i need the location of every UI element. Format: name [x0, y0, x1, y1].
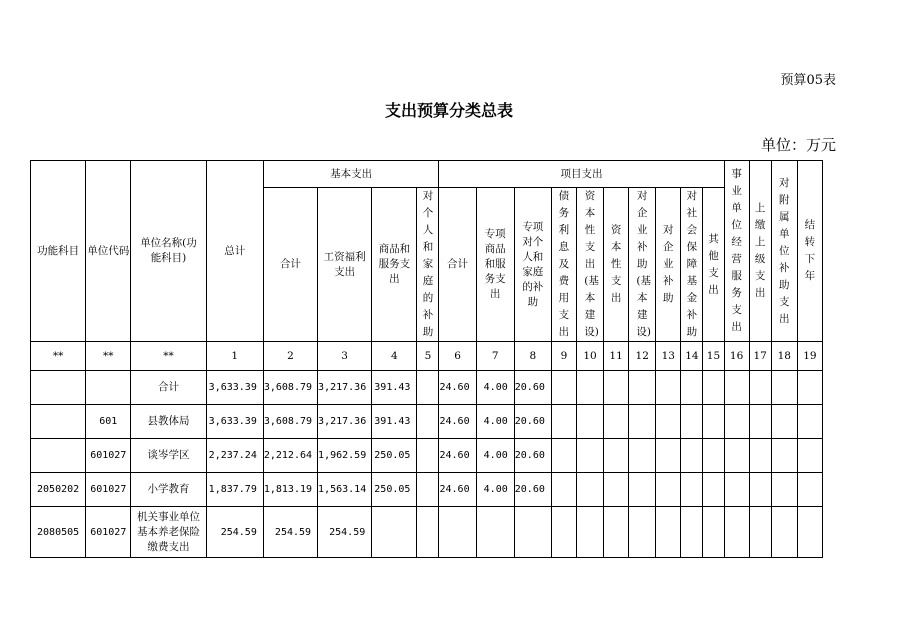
group-project: 项目支出	[439, 161, 724, 188]
col-subsidiary-subsidy: 对附属单位补助支出	[771, 161, 797, 342]
header-row-1	[31, 161, 823, 188]
col-other: 其他支出	[703, 188, 724, 342]
col-debt-interest: 债务利息及费用支出	[551, 188, 576, 342]
table-row: 2080505 601027 机关事业单位基本养老保险缴费支出 254.59 254.59 254.59	[31, 507, 823, 558]
col-func-code: 功能科目	[31, 161, 86, 342]
col-project-total: 合计	[439, 188, 476, 342]
col-household-subsidy: 对个人和家庭的补助	[417, 188, 439, 342]
col-enterprise-construction: 对企业补助(基本建设)	[629, 188, 656, 342]
index-row: ** ** ** 1 2 3 4 5 6 7 8 9 10 11 12 13 14 15 16 17 18 19	[31, 342, 823, 371]
table-row: 601 县教体局 3,633.39 3,608.79 3,217.36 391.43 24.60 4.00 20.60	[31, 405, 823, 439]
col-social-security: 对社会保障基金补助	[681, 188, 703, 342]
form-number: 预算05表	[780, 73, 836, 88]
col-capital-construction: 资本性支出(基本建设)	[576, 188, 603, 342]
unit-label: 单位：万元	[760, 136, 836, 154]
col-unit-code: 单位代码	[86, 161, 131, 342]
col-special-goods: 专项商品和服务支出	[476, 188, 514, 342]
col-carry-forward: 结转下年	[797, 161, 822, 342]
table-row: 2050202 601027 小学教育 1,837.79 1,813.19 1,563.14 250.05 24.60 4.00 20.60	[31, 473, 823, 507]
col-goods-services: 商品和服务支出	[372, 188, 417, 342]
table-row: 601027 谈岑学区 2,237.24 2,212.64 1,962.59 250.05 24.60 4.00 20.60	[31, 439, 823, 473]
col-capital: 资本性支出	[604, 188, 629, 342]
col-basic-total: 合计	[263, 188, 317, 342]
col-business-service: 事业单位经营服务支出	[724, 161, 749, 342]
page-title: 支出预算分类总表	[384, 101, 513, 120]
group-basic: 基本支出	[263, 161, 439, 188]
budget-table	[30, 160, 823, 558]
col-unit-name: 单位名称(功能科目)	[131, 161, 206, 342]
table-row: 合计 3,633.39 3,608.79 3,217.36 391.43 24.60 4.00 20.60	[31, 371, 823, 405]
col-wages: 工资福利支出	[318, 188, 372, 342]
col-enterprise-subsidy: 对企业补助	[656, 188, 681, 342]
col-total: 总计	[206, 161, 263, 342]
col-remit-upper: 上缴上级支出	[749, 161, 771, 342]
col-special-household: 专项对个人和家庭的补助	[514, 188, 551, 342]
